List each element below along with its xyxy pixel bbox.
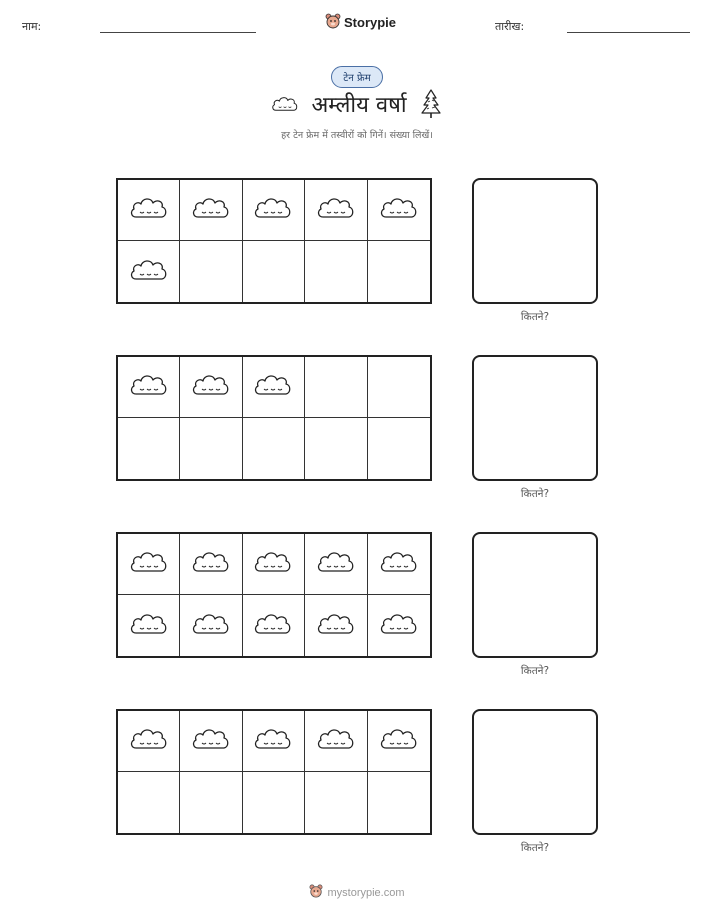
ten-frame-cell xyxy=(305,418,367,479)
how-many-label-1: कितने? xyxy=(520,311,550,323)
ten-frame-cell xyxy=(305,357,367,418)
cloud-icon xyxy=(129,548,169,580)
cloud-icon xyxy=(379,610,419,642)
ten-frame-cell xyxy=(305,241,367,302)
title-row xyxy=(0,88,714,124)
how-many-label-4: कितने? xyxy=(520,842,550,854)
footer xyxy=(0,884,714,901)
ten-frame-cell xyxy=(243,772,305,833)
how-many-label-2: कितने? xyxy=(520,488,550,500)
cloud-icon xyxy=(316,548,356,580)
ten-frame-cell xyxy=(118,418,180,479)
ten-frame-cell xyxy=(305,711,367,772)
cloud-icon xyxy=(191,194,231,226)
ten-frame-cell xyxy=(118,357,180,418)
ten-frame-cell xyxy=(180,357,242,418)
ten-frame-cell xyxy=(118,772,180,833)
cloud-icon xyxy=(271,94,299,118)
answer-box-3[interactable] xyxy=(472,532,598,658)
cloud-icon xyxy=(253,610,293,642)
brand-name: Storypie xyxy=(344,15,397,30)
ten-frame-cell xyxy=(305,534,367,595)
cloud-icon xyxy=(316,610,356,642)
date-line[interactable] xyxy=(567,32,690,33)
date-label: तारीख: xyxy=(495,20,525,33)
ten-frame-cell xyxy=(243,711,305,772)
tree-icon xyxy=(419,88,443,124)
cloud-icon xyxy=(253,548,293,580)
answer-box-2[interactable] xyxy=(472,355,598,481)
footer-url[interactable]: mystorypie.com xyxy=(327,886,405,899)
ten-frame-cell xyxy=(118,711,180,772)
ten-frame-cell xyxy=(368,180,430,241)
how-many-label-3: कितने? xyxy=(520,665,550,677)
brand-logo xyxy=(325,13,396,32)
cloud-icon xyxy=(379,548,419,580)
cloud-icon xyxy=(191,725,231,757)
name-line[interactable] xyxy=(100,32,256,33)
cloud-icon xyxy=(379,725,419,757)
cloud-icon xyxy=(129,371,169,403)
ten-frame-cell xyxy=(243,534,305,595)
ten-frame-cell xyxy=(118,180,180,241)
ten-frame-cell xyxy=(118,595,180,656)
ten-frame-cell xyxy=(305,595,367,656)
answer-box-4[interactable] xyxy=(472,709,598,835)
bear-mascot-icon xyxy=(309,884,323,901)
cloud-icon xyxy=(253,194,293,226)
ten-frame-3 xyxy=(116,532,432,658)
ten-frame-cell xyxy=(180,595,242,656)
ten-frame-cell xyxy=(368,711,430,772)
cloud-icon xyxy=(129,194,169,226)
cloud-icon xyxy=(129,256,169,288)
ten-frame-cell xyxy=(368,241,430,302)
ten-frame-cell xyxy=(368,772,430,833)
cloud-icon xyxy=(191,610,231,642)
ten-frame-cell xyxy=(243,595,305,656)
cloud-icon xyxy=(379,194,419,226)
ten-frame-cell xyxy=(180,418,242,479)
cloud-icon xyxy=(191,548,231,580)
ten-frame-cell xyxy=(180,772,242,833)
answer-box-1[interactable] xyxy=(472,178,598,304)
cloud-icon xyxy=(191,371,231,403)
ten-frame-cell xyxy=(305,180,367,241)
ten-frame-1 xyxy=(116,178,432,304)
topic-badge: टेन फ्रेम xyxy=(331,66,383,88)
cloud-icon xyxy=(253,725,293,757)
ten-frame-cell xyxy=(180,711,242,772)
ten-frame-cell xyxy=(243,418,305,479)
ten-frame-cell xyxy=(118,534,180,595)
ten-frame-cell xyxy=(180,534,242,595)
ten-frame-2 xyxy=(116,355,432,481)
ten-frame-cell xyxy=(368,595,430,656)
cloud-icon xyxy=(316,194,356,226)
name-label: नाम: xyxy=(22,20,42,33)
instructions: हर टेन फ्रेम में तस्वीरों को गिनें। संख्या लिखें। xyxy=(281,130,433,141)
page-title: अम्लीय वर्षा xyxy=(311,93,407,118)
ten-frame-cell xyxy=(305,772,367,833)
cloud-icon xyxy=(316,725,356,757)
ten-frame-cell xyxy=(243,180,305,241)
ten-frame-cell xyxy=(180,241,242,302)
ten-frame-cell xyxy=(368,534,430,595)
ten-frame-cell xyxy=(368,357,430,418)
ten-frame-cell xyxy=(180,180,242,241)
ten-frame-cell xyxy=(243,357,305,418)
ten-frame-4 xyxy=(116,709,432,835)
ten-frame-cell xyxy=(368,418,430,479)
ten-frame-cell xyxy=(243,241,305,302)
cloud-icon xyxy=(129,610,169,642)
cloud-icon xyxy=(129,725,169,757)
cloud-icon xyxy=(253,371,293,403)
bear-mascot-icon xyxy=(325,13,341,32)
ten-frame-cell xyxy=(118,241,180,302)
